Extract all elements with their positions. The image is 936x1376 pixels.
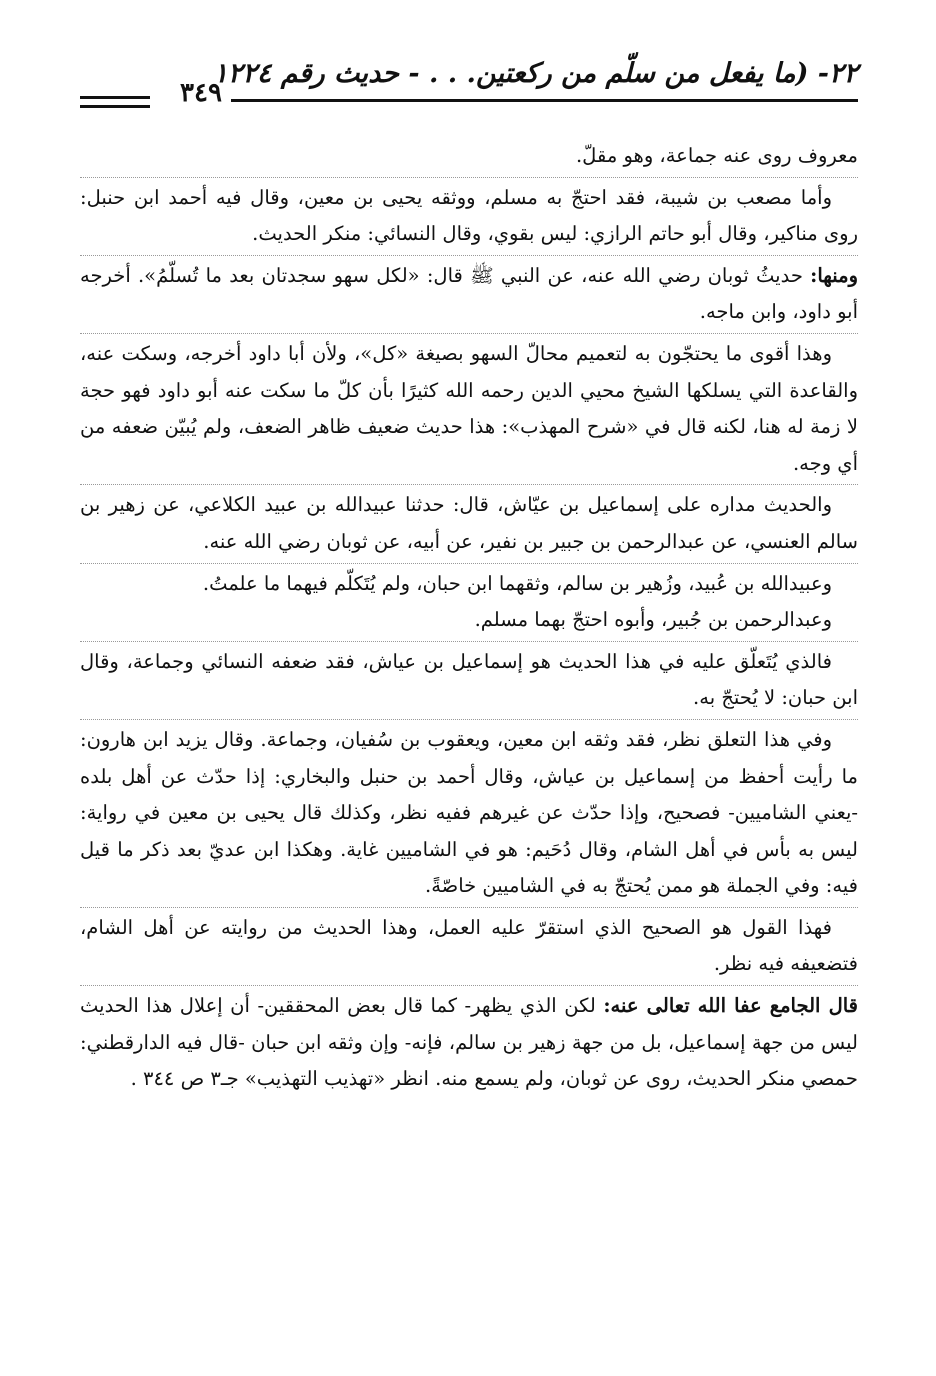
page-number: ٣٤٩ — [180, 78, 222, 108]
paragraph: وأما مصعب بن شيبة، فقد احتجّ به مسلم، ووثقه يحيى بن معين، وقال فيه أحمد ابن حنبل: روى مناكير، وقال أبو حاتم الرازي: ليس بقوي، وقال النسائي: منكر الحديث. — [80, 177, 858, 253]
chapter-title: ٢٢- (ما يفعل من سلّم من ركعتين. . . - حديث رقم ١٢٢٤ — [213, 58, 858, 89]
page-header — [80, 52, 858, 118]
paragraph: ومنها: حديثُ ثوبان رضي الله عنه، عن النبي ﷺ قال: «لكل سهو سجدتان بعد ما تُسلّمُ». أخرجه أبو داود، وابن ماجه. — [80, 255, 858, 331]
paragraph-lead: ومنها: — [810, 263, 858, 287]
paragraph: وفي هذا التعلق نظر، فقد وثقه ابن معين، ويعقوب بن سُفيان، وجماعة. وقال يزيد ابن هارون: ما رأيت أحفظ من إسماعيل بن عياش، وقال أحمد بن حنبل والبخاري: إذا حدّث عن أهل بلده -يعني الشاميين- فصحيح، وإذا حدّث عن غيرهم ففيه نظر، وكذلك قال يحيى بن معين في رواية: ليس به بأس في أهل الشام، وقال دُحَيم: هو في الشاميين غاية. وهكذا ابن عديّ بعد ذكر ما قيل فيه: وفي الجملة هو ممن يُحتجّ به في الشاميين خاصّةً. — [80, 719, 858, 905]
paragraph: فالذي يُتَعلّق عليه في هذا الحديث هو إسماعيل بن عياش، فقد ضعفه النسائي وجماعة، وقال ابن حبان: لا يُحتجّ به. — [80, 641, 858, 717]
paragraph: قال الجامع عفا الله تعالى عنه: لكن الذي يظهر- كما قال بعض المحققين- أن إعلال هذا الحديث ليس من جهة إسماعيل، بل من جهة زهير بن سالم، فإنه- وإن وثقه ابن حبان -قال فيه الدارقطني: حمصي منكر الحديث، روى عن ثوبان، ولم يسمع منه. انظر «تهذيب التهذيب» جـ٣ ص ٣٤٤ . — [80, 985, 858, 1098]
paragraph: معروف روى عنه جماعة، وهو مقلّ. — [575, 144, 858, 167]
header-rule — [231, 99, 858, 102]
paragraph-lead: قال الجامع عفا الله تعالى عنه: — [603, 994, 858, 1018]
paragraph: وعبيدالله بن عُبيد، وزُهير بن سالم، وثقهما ابن حبان، ولم يُتَكلّم فيهما ما علمتُ. — [80, 563, 858, 603]
page-number-double-rule — [80, 96, 150, 108]
paragraph: والحديث مداره على إسماعيل بن عيّاش، قال: حدثنا عبيدالله بن عبيد الكلاعي، عن زهير بن سالم العنسي، عن عبدالرحمن بن جبير بن نفير، عن أبيه، عن ثوبان رضي الله عنه. — [80, 484, 858, 560]
paragraph: فهذا القول هو الصحيح الذي استقرّ عليه العمل، وهذا الحديث من روايته عن أهل الشام، فتضعيفه فيه نظر. — [80, 907, 858, 983]
paragraph: وهذا أقوى ما يحتجّون به لتعميم محالّ السهو بصيغة «كل»، ولأن أبا داود أخرجه، وسكت عنه، والقاعدة التي يسلكها الشيخ محيي الدين رحمه الله كثيرًا بأن كلّ ما سكت عنه أبو داود فهو حجة لا زمة له هنا، لكنه قال في «شرح المهذب»: هذا حديث ضعيف ظاهر الضعف، ولم يُبيّن ضعفه من أي وجه. — [80, 333, 858, 482]
page-body — [80, 138, 858, 1098]
paragraph: وعبدالرحمن بن جُبير، وأبوه احتجّ بهما مسلم. — [474, 608, 832, 632]
